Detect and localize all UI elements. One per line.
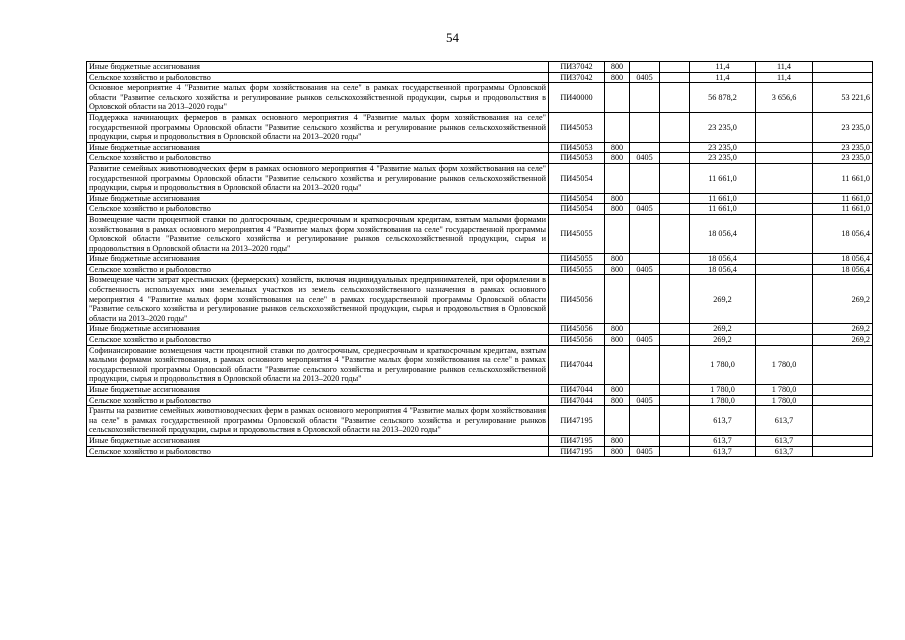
expense-type: 800: [605, 385, 630, 396]
target-code: ПИ45055: [549, 214, 605, 253]
amount-third: [813, 406, 873, 436]
target-code: ПИ47195: [549, 406, 605, 436]
expense-type: 800: [605, 193, 630, 204]
extra-code: [660, 153, 690, 164]
amount-total: 11 661,0: [690, 163, 756, 193]
row-description: Иные бюджетные ассигнования: [87, 435, 549, 446]
row-description: Сельское хозяйство и рыболовство: [87, 264, 549, 275]
target-code: ПИ47044: [549, 345, 605, 384]
extra-code: [660, 204, 690, 215]
amount-total: 11,4: [690, 72, 756, 83]
extra-code: [660, 446, 690, 457]
row-description: Развитие семейных животноводческих ферм в рамках основного мероприятия 4 "Развитие малых форм хозяйствования на селе" государственной программы Орловской области "Развитие сельского хозяйства и регулирование рынков сельскохозяйственной продукции, сырья и продовольствия в Орловской области на 2013–2020 годы": [87, 163, 549, 193]
table-row: [87, 345, 873, 384]
amount-second: [756, 112, 813, 142]
expense-type: 800: [605, 446, 630, 457]
amount-second: 11,4: [756, 72, 813, 83]
amount-third: 269,2: [813, 335, 873, 346]
row-description: Сельское хозяйство и рыболовство: [87, 153, 549, 164]
extra-code: [660, 335, 690, 346]
section-code: [630, 435, 660, 446]
amount-second: 11,4: [756, 62, 813, 73]
table-row: [87, 264, 873, 275]
section-code: [630, 112, 660, 142]
extra-code: [660, 193, 690, 204]
extra-code: [660, 275, 690, 324]
expense-type: [605, 83, 630, 113]
amount-third: 269,2: [813, 324, 873, 335]
section-code: [630, 193, 660, 204]
amount-third: 18 056,4: [813, 254, 873, 265]
extra-code: [660, 72, 690, 83]
table-row: [87, 275, 873, 324]
table-row: [87, 62, 873, 73]
expense-type: [605, 406, 630, 436]
expense-type: 800: [605, 324, 630, 335]
amount-second: [756, 163, 813, 193]
amount-third: 23 235,0: [813, 153, 873, 164]
row-description: Возмещение части процентной ставки по долгосрочным, среднесрочным и краткосрочным кредитам, взятым малыми формами хозяйствования в рамках основного мероприятия 4 "Развитие малых форм хозяйствования на селе" государственной программы Орловской области "Развитие сельского хозяйства и регулирование рынков сельскохозяйственной продукции, сырья и продовольствия в Орловской области на 2013–2020 годы": [87, 214, 549, 253]
amount-total: 23 235,0: [690, 142, 756, 153]
amount-total: 269,2: [690, 324, 756, 335]
target-code: ПИ47044: [549, 385, 605, 396]
expense-type: [605, 163, 630, 193]
amount-total: 613,7: [690, 446, 756, 457]
extra-code: [660, 62, 690, 73]
amount-second: 613,7: [756, 446, 813, 457]
row-description: Иные бюджетные ассигнования: [87, 142, 549, 153]
table-row: [87, 395, 873, 406]
table-row: [87, 72, 873, 83]
amount-total: 11 661,0: [690, 193, 756, 204]
amount-second: 1 780,0: [756, 345, 813, 384]
amount-second: [756, 275, 813, 324]
target-code: ПИ45054: [549, 204, 605, 215]
section-code: 0405: [630, 153, 660, 164]
target-code: ПИ37042: [549, 72, 605, 83]
amount-third: 23 235,0: [813, 142, 873, 153]
row-description: Иные бюджетные ассигнования: [87, 385, 549, 396]
target-code: ПИ37042: [549, 62, 605, 73]
amount-second: 1 780,0: [756, 385, 813, 396]
section-code: [630, 142, 660, 153]
extra-code: [660, 264, 690, 275]
row-description: Основное мероприятие 4 "Развитие малых форм хозяйствования на селе" в рамках государственной программы Орловской области "Развитие сельского хозяйства и регулирование рынков сельскохозяйственной продукции, сырья и продовольствия в Орловской области на 2013–2020 годы": [87, 83, 549, 113]
amount-third: 269,2: [813, 275, 873, 324]
row-description: Иные бюджетные ассигнования: [87, 62, 549, 73]
section-code: 0405: [630, 264, 660, 275]
amount-total: 18 056,4: [690, 264, 756, 275]
amount-total: 18 056,4: [690, 214, 756, 253]
target-code: ПИ45054: [549, 163, 605, 193]
target-code: ПИ47044: [549, 395, 605, 406]
row-description: Сельское хозяйство и рыболовство: [87, 395, 549, 406]
table-row: [87, 335, 873, 346]
table-row: [87, 204, 873, 215]
extra-code: [660, 214, 690, 253]
amount-third: 23 235,0: [813, 112, 873, 142]
amount-second: [756, 142, 813, 153]
row-description: Иные бюджетные ассигнования: [87, 324, 549, 335]
amount-total: 269,2: [690, 275, 756, 324]
expense-type: 800: [605, 153, 630, 164]
section-code: 0405: [630, 204, 660, 215]
amount-third: [813, 446, 873, 457]
table-row: [87, 153, 873, 164]
amount-third: [813, 62, 873, 73]
amount-total: 11,4: [690, 62, 756, 73]
section-code: [630, 406, 660, 436]
row-description: Гранты на развитие семейных животноводческих ферм в рамках основного мероприятия 4 "Развитие малых форм хозяйствования на селе" в рамках государственной программы Орловской области "Развитие сельского хозяйства и регулирование рынков сельскохозяйственной продукции, сырья и продовольствия в Орловской области на 2013–2020 годы": [87, 406, 549, 436]
amount-total: 23 235,0: [690, 153, 756, 164]
section-code: [630, 62, 660, 73]
amount-second: [756, 264, 813, 275]
row-description: Иные бюджетные ассигнования: [87, 193, 549, 204]
section-code: [630, 254, 660, 265]
row-description: Сельское хозяйство и рыболовство: [87, 72, 549, 83]
target-code: ПИ45054: [549, 193, 605, 204]
extra-code: [660, 324, 690, 335]
section-code: [630, 275, 660, 324]
expense-type: 800: [605, 335, 630, 346]
amount-second: 613,7: [756, 406, 813, 436]
amount-second: [756, 204, 813, 215]
expense-type: 800: [605, 395, 630, 406]
table-row: [87, 193, 873, 204]
row-description: Иные бюджетные ассигнования: [87, 254, 549, 265]
expense-type: 800: [605, 72, 630, 83]
amount-second: 613,7: [756, 435, 813, 446]
amount-third: 18 056,4: [813, 214, 873, 253]
table-row: [87, 112, 873, 142]
section-code: 0405: [630, 72, 660, 83]
amount-second: [756, 254, 813, 265]
amount-third: [813, 395, 873, 406]
amount-second: [756, 193, 813, 204]
amount-total: 11 661,0: [690, 204, 756, 215]
expense-type: 800: [605, 62, 630, 73]
page-number: 54: [446, 30, 459, 45]
section-code: [630, 385, 660, 396]
row-description: Возмещение части затрат крестьянских (фермерских) хозяйств, включая индивидуальных предпринимателей, при оформлении в собственность используемых ими земельных участков из земель сельскохозяйственного назначения в рамках основного мероприятия 4 "Развитие малых форм хозяйствования на селе" в рамках государственной программы Орловской области "Развитие сельского хозяйства и регулирование рынков сельскохозяйственной продукции, сырья и продовольствия в Орловской области на 2013–2020 годы": [87, 275, 549, 324]
section-code: [630, 83, 660, 113]
table-row: [87, 83, 873, 113]
row-description: Сельское хозяйство и рыболовство: [87, 204, 549, 215]
target-code: ПИ47195: [549, 446, 605, 457]
amount-total: 1 780,0: [690, 345, 756, 384]
amount-total: 613,7: [690, 406, 756, 436]
expense-type: [605, 112, 630, 142]
expense-type: 800: [605, 264, 630, 275]
section-code: 0405: [630, 395, 660, 406]
amount-total: 1 780,0: [690, 385, 756, 396]
amount-total: 1 780,0: [690, 395, 756, 406]
target-code: ПИ45053: [549, 142, 605, 153]
target-code: ПИ45053: [549, 112, 605, 142]
amount-total: 18 056,4: [690, 254, 756, 265]
section-code: [630, 345, 660, 384]
amount-third: [813, 345, 873, 384]
amount-second: 1 780,0: [756, 395, 813, 406]
table-row: [87, 254, 873, 265]
expense-type: 800: [605, 142, 630, 153]
extra-code: [660, 395, 690, 406]
table-row: [87, 385, 873, 396]
table-row: [87, 406, 873, 436]
row-description: Сельское хозяйство и рыболовство: [87, 446, 549, 457]
table-row: [87, 324, 873, 335]
extra-code: [660, 254, 690, 265]
expense-type: [605, 345, 630, 384]
budget-table-body: [87, 62, 873, 457]
row-description: Сельское хозяйство и рыболовство: [87, 335, 549, 346]
target-code: ПИ45056: [549, 275, 605, 324]
table-row: [87, 435, 873, 446]
section-code: 0405: [630, 446, 660, 457]
amount-total: 269,2: [690, 335, 756, 346]
budget-table: [86, 61, 873, 457]
target-code: ПИ45056: [549, 335, 605, 346]
amount-second: 3 656,6: [756, 83, 813, 113]
amount-second: [756, 335, 813, 346]
amount-third: 11 661,0: [813, 204, 873, 215]
extra-code: [660, 345, 690, 384]
amount-third: [813, 385, 873, 396]
expense-type: 800: [605, 435, 630, 446]
section-code: [630, 163, 660, 193]
extra-code: [660, 142, 690, 153]
amount-second: [756, 214, 813, 253]
amount-third: [813, 72, 873, 83]
row-description: Софинансирование возмещения части процентной ставки по долгосрочным, среднесрочным и краткосрочным кредитам, взятым малыми формами хозяйствования, в рамках основного мероприятия 4 "Развитие малых форм хозяйствования на селе" в рамках государственной программы Орловской области "Развитие сельского хозяйства и регулирование рынков сельскохозяйственной продукции, сырья и продовольствия в Орловской области на 2013–2020 годы": [87, 345, 549, 384]
amount-total: 56 878,2: [690, 83, 756, 113]
section-code: [630, 214, 660, 253]
target-code: ПИ45055: [549, 264, 605, 275]
amount-third: 53 221,6: [813, 83, 873, 113]
amount-second: [756, 153, 813, 164]
extra-code: [660, 385, 690, 396]
expense-type: [605, 275, 630, 324]
amount-third: 11 661,0: [813, 163, 873, 193]
target-code: ПИ40000: [549, 83, 605, 113]
section-code: [630, 324, 660, 335]
section-code: 0405: [630, 335, 660, 346]
table-row: [87, 446, 873, 457]
table-row: [87, 214, 873, 253]
expense-type: 800: [605, 254, 630, 265]
amount-total: 613,7: [690, 435, 756, 446]
table-row: [87, 142, 873, 153]
amount-third: [813, 435, 873, 446]
extra-code: [660, 163, 690, 193]
amount-total: 23 235,0: [690, 112, 756, 142]
extra-code: [660, 406, 690, 436]
target-code: ПИ45053: [549, 153, 605, 164]
target-code: ПИ45056: [549, 324, 605, 335]
expense-type: 800: [605, 204, 630, 215]
extra-code: [660, 435, 690, 446]
amount-second: [756, 324, 813, 335]
target-code: ПИ47195: [549, 435, 605, 446]
extra-code: [660, 112, 690, 142]
amount-third: 18 056,4: [813, 264, 873, 275]
target-code: ПИ45055: [549, 254, 605, 265]
expense-type: [605, 214, 630, 253]
table-row: [87, 163, 873, 193]
extra-code: [660, 83, 690, 113]
row-description: Поддержка начинающих фермеров в рамках основного мероприятия 4 "Развитие малых форм хозяйствования на селе" государственной программы Орловской области "Развитие сельского хозяйства и регулирование рынков сельскохозяйственной продукции, сырья и продовольствия в Орловской области на 2013–2020 годы": [87, 112, 549, 142]
amount-third: 11 661,0: [813, 193, 873, 204]
